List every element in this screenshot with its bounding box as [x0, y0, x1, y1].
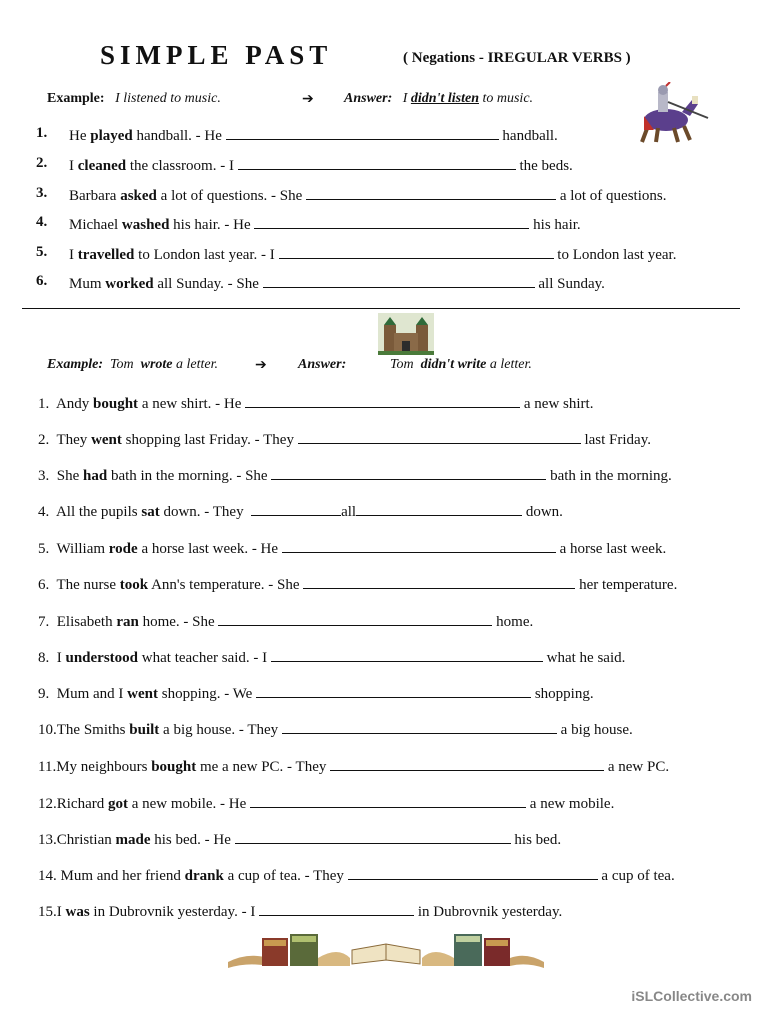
item-text: a big house. - They: [159, 722, 279, 738]
item-text: shopping. - We: [158, 686, 253, 702]
item-text: his hair. - He: [169, 217, 251, 233]
answer-blank[interactable]: [271, 647, 543, 662]
item-number: 11.: [38, 759, 57, 775]
item-text: The Smiths: [56, 722, 130, 738]
item-number: 1.: [38, 396, 50, 412]
item-text: to London last year. - I: [134, 247, 275, 263]
item-verb: sat: [141, 504, 160, 520]
answer-blank[interactable]: [303, 574, 575, 589]
item-verb: built: [129, 722, 160, 738]
exercise-item: [36, 185, 666, 205]
item-number: 12.: [38, 796, 57, 812]
item-end: shopping.: [534, 686, 594, 702]
item-text: They: [56, 432, 92, 448]
item-end: her temperature.: [579, 577, 678, 593]
item-text: down. - They: [159, 504, 244, 520]
answer-blank[interactable]: [282, 538, 556, 553]
exercise-item: [36, 125, 558, 145]
item-text: shopping last Friday. - They: [121, 432, 294, 448]
item-verb: took: [119, 577, 149, 593]
item-end: home.: [496, 614, 534, 630]
item-text: Richard: [56, 796, 108, 812]
item-text: Elisabeth: [56, 614, 117, 630]
item-end: a cup of tea.: [601, 868, 675, 884]
item-end: a new PC.: [607, 759, 670, 775]
item-text: Michael: [69, 217, 122, 233]
item-end: all Sunday.: [538, 276, 605, 292]
item-number: 10.: [38, 722, 57, 738]
item-text: I: [69, 158, 78, 174]
item-end: the beds.: [519, 158, 573, 174]
item-verb: travelled: [77, 247, 135, 263]
example-label: Example:: [47, 91, 105, 106]
answer-blank[interactable]: [245, 393, 520, 408]
item-verb: played: [90, 128, 133, 144]
item-verb: made: [115, 832, 151, 848]
answer-subject: Tom: [390, 357, 414, 372]
item-end: bath in the morning.: [550, 468, 672, 484]
item-text: me a new PC. - They: [196, 759, 327, 775]
exercise-item: [38, 393, 593, 413]
item-verb: washed: [121, 217, 170, 233]
item-text: He: [69, 128, 91, 144]
item-verb: went: [91, 432, 122, 448]
arrow-icon: ➔: [302, 92, 314, 107]
answer-label: [298, 357, 346, 373]
item-end: a new mobile.: [529, 796, 615, 812]
item-verb: worked: [105, 276, 154, 292]
item-text: a cup of tea. - They: [223, 868, 344, 884]
item-text: in Dubrovnik yesterday. - I: [89, 904, 256, 920]
item-text: I: [56, 904, 66, 920]
item-text: home. - She: [138, 614, 215, 630]
answer-blank[interactable]: [238, 155, 516, 170]
item-text: Christian: [56, 832, 116, 848]
item-text: a horse last week. - He: [137, 541, 279, 557]
exercise-item: [36, 273, 605, 293]
item-end: a lot of questions.: [559, 188, 667, 204]
answer-blank[interactable]: [306, 185, 556, 200]
answer-blank[interactable]: [356, 501, 522, 516]
item-verb: got: [107, 796, 128, 812]
item-number: 6.: [36, 273, 48, 289]
item-text: his bed. - He: [150, 832, 231, 848]
answer-blank[interactable]: [218, 611, 492, 626]
site-watermark: iSLCollective.com: [631, 988, 752, 1004]
example-rest: a letter.: [176, 357, 219, 372]
worksheet-title: SIMPLE PAST: [100, 40, 333, 70]
item-text: My neighbours: [56, 759, 152, 775]
item-end: in Dubrovnik yesterday.: [417, 904, 563, 920]
item-text: Mum: [69, 276, 106, 292]
exercise-item: [38, 465, 672, 485]
exercise-item: [36, 244, 676, 264]
item-text: a lot of questions. - She: [156, 188, 303, 204]
example-2-answer: [390, 357, 532, 373]
example-1: [47, 91, 221, 107]
example-verb: wrote: [140, 357, 173, 372]
arrow-icon: ➔: [255, 358, 267, 373]
item-number: 4.: [38, 504, 50, 520]
exercise-item: [38, 865, 675, 885]
answer-blank[interactable]: [235, 829, 511, 844]
exercise-item: [38, 647, 625, 667]
exercise-item: [38, 719, 633, 739]
item-text: Andy: [55, 396, 94, 412]
castle-illustration: [378, 313, 434, 355]
item-text: handball. - He: [132, 128, 222, 144]
answer-rest: a letter.: [489, 357, 532, 372]
books-illustration: [228, 928, 544, 970]
answer-blank[interactable]: [282, 719, 557, 734]
item-text: a new shirt. - He: [138, 396, 242, 412]
item-end: a new shirt.: [523, 396, 594, 412]
exercise-item: [38, 901, 562, 921]
exercise-item: [36, 155, 573, 175]
item-verb: asked: [120, 188, 157, 204]
answer-label: Answer:: [344, 91, 393, 106]
item-end: his hair.: [533, 217, 581, 233]
item-number: 2.: [36, 155, 48, 171]
item-number: 14.: [38, 868, 57, 884]
item-end: handball.: [502, 128, 558, 144]
answer-blank[interactable]: [271, 465, 546, 480]
item-text: all Sunday. - She: [153, 276, 259, 292]
item-number: 15.: [38, 904, 57, 920]
item-text: Barbara: [69, 188, 121, 204]
item-text: All the pupils: [55, 504, 142, 520]
item-number: 5.: [36, 244, 48, 260]
answer-negation: didn't write: [420, 357, 487, 372]
item-number: 7.: [38, 614, 50, 630]
answer-blank[interactable]: [250, 793, 526, 808]
item-text: She: [56, 468, 83, 484]
item-number: 3.: [36, 185, 48, 201]
answer-blank[interactable]: [279, 244, 554, 259]
example-subject: Tom: [110, 357, 134, 372]
item-number: 6.: [38, 577, 50, 593]
item-end: down.: [525, 504, 563, 520]
section-divider: [22, 308, 740, 309]
item-number: 9.: [38, 686, 50, 702]
item-number: 8.: [38, 650, 50, 666]
item-text: William: [56, 541, 109, 557]
item-number: 2.: [38, 432, 50, 448]
item-text: a new mobile. - He: [127, 796, 247, 812]
exercise-item: [38, 683, 594, 703]
item-text: The nurse: [56, 577, 120, 593]
answer-blank[interactable]: [298, 429, 581, 444]
answer-blank[interactable]: [348, 865, 598, 880]
item-verb: rode: [108, 541, 138, 557]
item-number: 5.: [38, 541, 50, 557]
answer-blank[interactable]: [259, 901, 414, 916]
item-text: bath in the morning. - She: [107, 468, 268, 484]
answer-negation: didn't listen: [410, 91, 479, 106]
item-verb: bought: [151, 759, 197, 775]
item-end: what he said.: [546, 650, 626, 666]
item-number: 3.: [38, 468, 50, 484]
item-end: to London last year.: [557, 247, 677, 263]
exercise-item: [38, 429, 651, 449]
answer-blank[interactable]: [330, 756, 604, 771]
item-verb: ran: [116, 614, 139, 630]
answer-blank[interactable]: [263, 273, 535, 288]
answer-pre: I: [402, 91, 408, 106]
item-text: Ann's temperature. - She: [148, 577, 300, 593]
exercise-item: [38, 538, 666, 558]
item-end: a horse last week.: [559, 541, 667, 557]
answer-label-text: Answer:: [298, 357, 347, 372]
exercise-item: [38, 756, 669, 776]
example-1-answer: [344, 91, 533, 107]
item-end: his bed.: [514, 832, 562, 848]
item-mid: all: [341, 504, 357, 520]
item-verb: was: [65, 904, 90, 920]
exercise-item: [38, 829, 561, 849]
answer-blank[interactable]: [256, 683, 531, 698]
item-text: I: [56, 650, 66, 666]
item-text: the classroom. - I: [126, 158, 234, 174]
item-number: 4.: [36, 214, 48, 230]
knight-illustration: [630, 82, 710, 146]
item-verb: drank: [184, 868, 224, 884]
example-label: Example:: [47, 357, 103, 372]
example-2: [47, 357, 218, 373]
item-number: 13.: [38, 832, 57, 848]
item-end: last Friday.: [584, 432, 651, 448]
exercise-item: [38, 611, 533, 631]
item-text: I: [69, 247, 78, 263]
item-verb: cleaned: [77, 158, 127, 174]
example-sentence: I listened to music.: [115, 91, 221, 106]
exercise-item: [36, 214, 581, 234]
item-verb: bought: [93, 396, 139, 412]
answer-blank[interactable]: [226, 125, 499, 140]
item-text: Mum and I: [56, 686, 128, 702]
item-text: what teacher said. - I: [138, 650, 268, 666]
item-number: 1.: [36, 125, 48, 141]
answer-post: to music.: [482, 91, 534, 106]
item-end: a big house.: [560, 722, 633, 738]
exercise-item: [38, 793, 614, 813]
item-text: Mum and her friend: [56, 868, 185, 884]
exercise-item: [38, 574, 677, 594]
answer-blank[interactable]: [254, 214, 529, 229]
item-verb: understood: [65, 650, 139, 666]
worksheet-subtitle: ( Negations - IREGULAR VERBS ): [403, 50, 631, 66]
item-verb: had: [83, 468, 108, 484]
item-verb: went: [127, 686, 158, 702]
answer-blank[interactable]: [251, 501, 341, 516]
exercise-item: [38, 501, 563, 521]
